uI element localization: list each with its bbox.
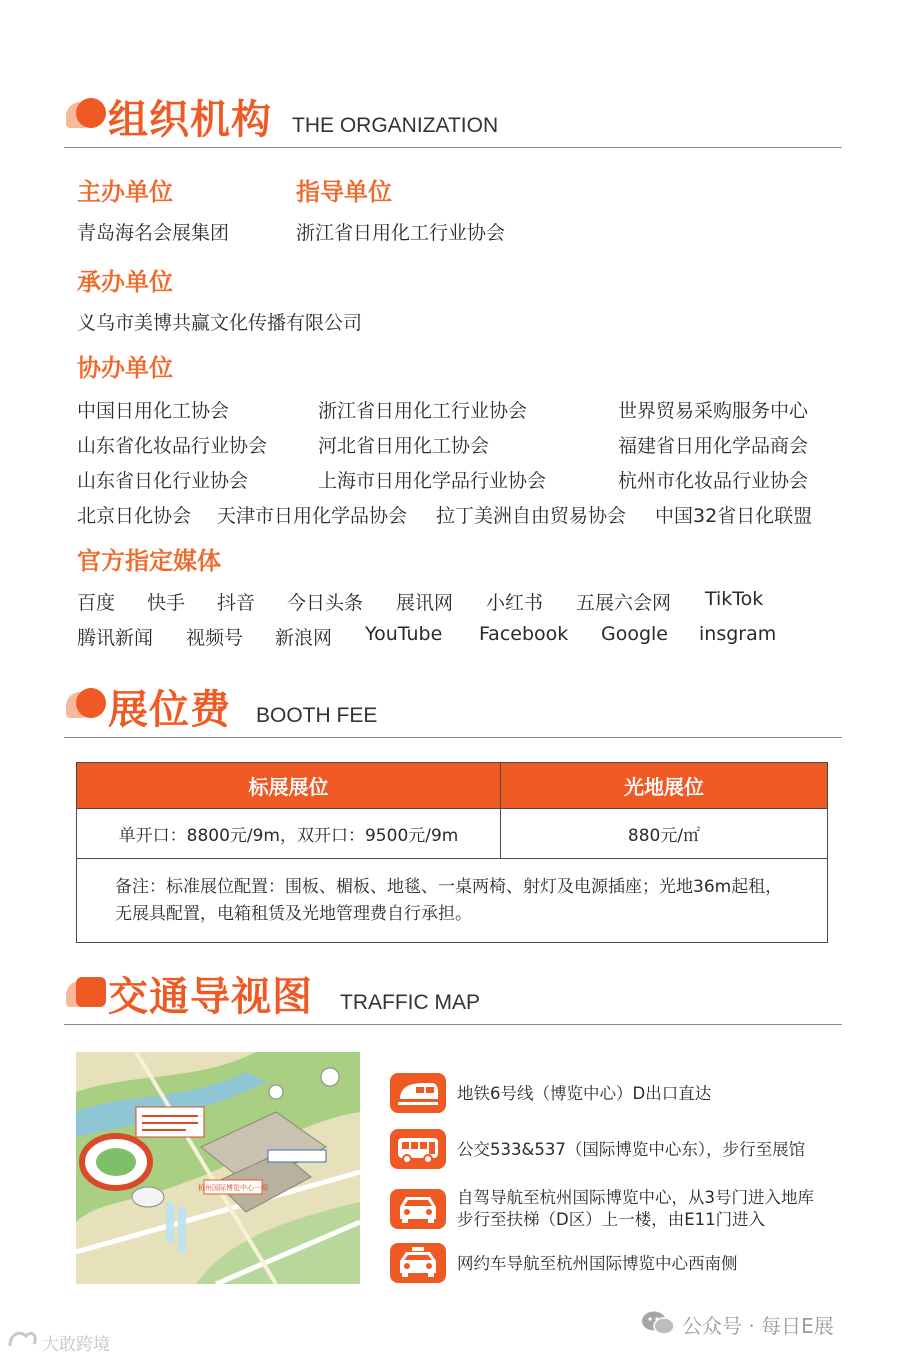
metro-icon	[390, 1073, 446, 1113]
traffic-item-car	[390, 1185, 850, 1235]
co-organizer-row	[77, 466, 817, 496]
organization-title-en: THE ORGANIZATION	[292, 114, 499, 137]
traffic-title-cn: 交通导视图	[108, 974, 313, 1020]
co-organizer: 福建省日用化学品商会	[618, 435, 809, 457]
media-row	[77, 588, 817, 618]
media-item: 腾讯新闻	[77, 627, 154, 649]
co-organizer: 中国32省日化联盟	[655, 505, 813, 527]
bullet-icon	[66, 98, 106, 130]
host-name: 青岛海名会展集团	[77, 222, 230, 244]
wechat-icon	[641, 1310, 675, 1336]
standard-booth-header: 标展展位	[77, 763, 501, 809]
car-icon	[390, 1189, 446, 1229]
traffic-title-en: TRAFFIC MAP	[340, 991, 480, 1014]
bullet-icon	[66, 977, 106, 1009]
co-organizer: 山东省日化行业协会	[77, 470, 249, 492]
booth-note	[77, 859, 828, 943]
booth-note-line: 备注：标准展位配置：围板、楣板、地毯、一桌两椅、射灯及电源插座；光地36m起租，	[115, 876, 783, 897]
co-organizer-row	[77, 431, 817, 461]
co-organizer: 中国日用化工协会	[77, 400, 230, 422]
raw-space-header: 光地展位	[501, 763, 828, 809]
co-organizer-row	[77, 396, 817, 426]
co-organizer: 河北省日用化工协会	[318, 435, 490, 457]
host-label: 主办单位	[77, 178, 173, 206]
booth-fee-title-cn: 展位费	[108, 687, 231, 733]
media-item: 抖音	[217, 592, 256, 614]
organization-header	[64, 78, 842, 148]
media-item: TikTok	[705, 588, 764, 610]
media-item: Google	[601, 623, 669, 645]
media-item: 视频号	[186, 627, 244, 649]
booth-fee-table	[76, 762, 828, 943]
bullet-icon	[66, 688, 106, 720]
co-organizer: 拉丁美洲自由贸易协会	[436, 505, 627, 527]
booth-fee-title-en: BOOTH FEE	[256, 704, 378, 727]
media-item: 展讯网	[396, 592, 454, 614]
corner-logo-icon	[6, 1328, 40, 1352]
media-item: 百度	[77, 592, 116, 614]
guide-name: 浙江省日用化工行业协会	[296, 222, 506, 244]
media-item: 新浪网	[275, 627, 333, 649]
traffic-header	[64, 955, 842, 1025]
co-organizers-label: 协办单位	[77, 354, 173, 382]
co-organizer: 北京日化协会	[77, 505, 192, 527]
organizer-name: 义乌市美博共赢文化传播有限公司	[77, 312, 363, 334]
standard-booth-price: 单开口：8800元/9m，双开口：9500元/9m	[77, 809, 501, 859]
co-organizer: 世界贸易采购服务中心	[618, 400, 809, 422]
map-venue-label: 杭州国际博览中心一期	[198, 1184, 268, 1192]
co-organizer-row	[77, 501, 817, 531]
organizer-label: 承办单位	[77, 268, 173, 296]
co-organizer: 山东省化妆品行业协会	[77, 435, 268, 457]
traffic-line: 公交533&537（国际博览中心东），步行至展馆	[457, 1140, 806, 1159]
traffic-line: 网约车导航至杭州国际博览中心西南侧	[457, 1254, 738, 1273]
bus-icon	[390, 1129, 446, 1169]
media-item: 五展六会网	[576, 592, 672, 614]
co-organizer: 杭州市化妆品行业协会	[618, 470, 809, 492]
co-organizer: 天津市日用化学品协会	[217, 505, 408, 527]
media-item: 小红书	[486, 592, 544, 614]
guide-label: 指导单位	[296, 178, 392, 206]
media-item: Facebook	[479, 623, 569, 645]
booth-fee-header	[64, 668, 842, 738]
raw-space-price: 880元/㎡	[501, 809, 828, 859]
organization-title-cn: 组织机构	[108, 97, 272, 143]
taxi-icon	[390, 1243, 446, 1283]
traffic-item-bus	[390, 1129, 850, 1173]
media-row	[77, 623, 817, 653]
co-organizer: 上海市日用化学品行业协会	[318, 470, 547, 492]
media-item: YouTube	[365, 623, 443, 645]
media-item: 今日头条	[287, 592, 364, 614]
corner-watermark: 大敢跨境	[42, 1335, 110, 1355]
media-item: insgram	[699, 623, 777, 645]
booth-note-line: 无展具配置，电箱租赁及光地管理费自行承担。	[115, 903, 472, 924]
map-illustration	[76, 1052, 360, 1284]
traffic-item-taxi	[390, 1243, 850, 1287]
account-watermark: 公众号 · 每日E展	[682, 1314, 834, 1338]
traffic-line: 地铁6号线（博览中心）D出口直达	[457, 1084, 712, 1103]
co-organizer: 浙江省日用化工行业协会	[318, 400, 528, 422]
media-label: 官方指定媒体	[77, 547, 221, 575]
traffic-item-metro	[390, 1073, 850, 1117]
media-item: 快手	[147, 592, 186, 614]
traffic-line: 步行至扶梯（D区）上一楼，由E11门进入	[457, 1210, 766, 1229]
traffic-line: 自驾导航至杭州国际博览中心，从3号门进入地库	[457, 1188, 814, 1207]
traffic-map	[76, 1052, 360, 1284]
